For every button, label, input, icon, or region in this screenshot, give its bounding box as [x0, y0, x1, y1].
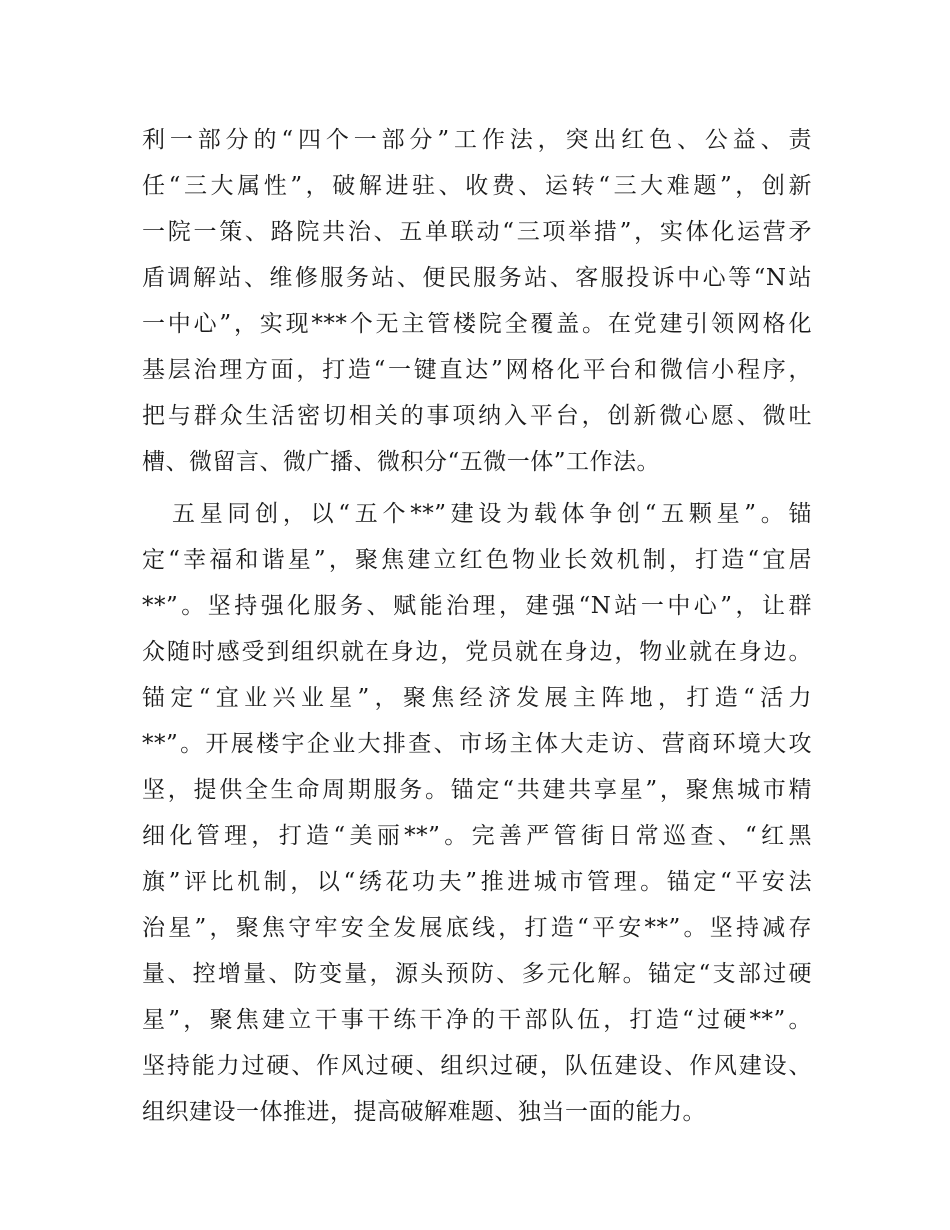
document-body — [142, 117, 812, 1135]
text-line: 任“三大属性”，破解进驻、收费、运转“三大难题”，创新 — [142, 173, 812, 199]
text-line: 盾调解站、维修服务站、便民服务站、客服投诉中心等“N站 — [142, 265, 812, 291]
text-line: 治星”，聚焦守牢安全发展底线，打造“平安**”。坚持减存 — [142, 915, 812, 941]
paragraph-2 — [142, 491, 812, 1135]
text-line: 锚定“宜业兴业星”，聚焦经济发展主阵地，打造“活力 — [142, 685, 812, 711]
text-line: 利一部分的“四个一部分”工作法，突出红色、公益、责 — [142, 127, 812, 153]
text-line: 众随时感受到组织就在身边，党员就在身边，物业就在身边。 — [142, 639, 812, 665]
text-line: **”。坚持强化服务、赋能治理，建强“N站一中心”，让群 — [142, 593, 812, 619]
text-line: 细化管理，打造“美丽**”。完善严管街日常巡查、“红黑 — [142, 823, 812, 849]
text-line: 坚持能力过硬、作风过硬、组织过硬，队伍建设、作风建设、 — [142, 1053, 812, 1079]
text-line: 槽、微留言、微广播、微积分“五微一体”工作法。 — [142, 449, 661, 475]
text-line: 五星同创，以“五个**”建设为载体争创“五颗星”。锚 — [172, 501, 812, 527]
paragraph-1 — [142, 117, 812, 485]
text-line: 一中心”，实现***个无主管楼院全覆盖。在党建引领网格化 — [142, 311, 812, 337]
text-line: 坚，提供全生命周期服务。锚定“共建共享星”，聚焦城市精 — [142, 777, 812, 803]
text-line: 把与群众生活密切相关的事项纳入平台，创新微心愿、微吐 — [142, 403, 812, 429]
text-line: 一院一策、路院共治、五单联动“三项举措”，实体化运营矛 — [142, 219, 812, 245]
text-line: 定“幸福和谐星”，聚焦建立红色物业长效机制，打造“宜居 — [142, 547, 812, 573]
text-line: 星”，聚焦建立干事干练干净的干部队伍，打造“过硬**”。 — [142, 1007, 812, 1033]
text-line: 组织建设一体推进，提高破解难题、独当一面的能力。 — [142, 1099, 706, 1125]
text-line: **”。开展楼宇企业大排查、市场主体大走访、营商环境大攻 — [142, 731, 812, 757]
text-line: 量、控增量、防变量，源头预防、多元化解。锚定“支部过硬 — [142, 961, 812, 987]
text-line: 旗”评比机制，以“绣花功夫”推进城市管理。锚定“平安法 — [142, 869, 812, 895]
text-line: 基层治理方面，打造“一键直达”网格化平台和微信小程序， — [142, 357, 812, 383]
